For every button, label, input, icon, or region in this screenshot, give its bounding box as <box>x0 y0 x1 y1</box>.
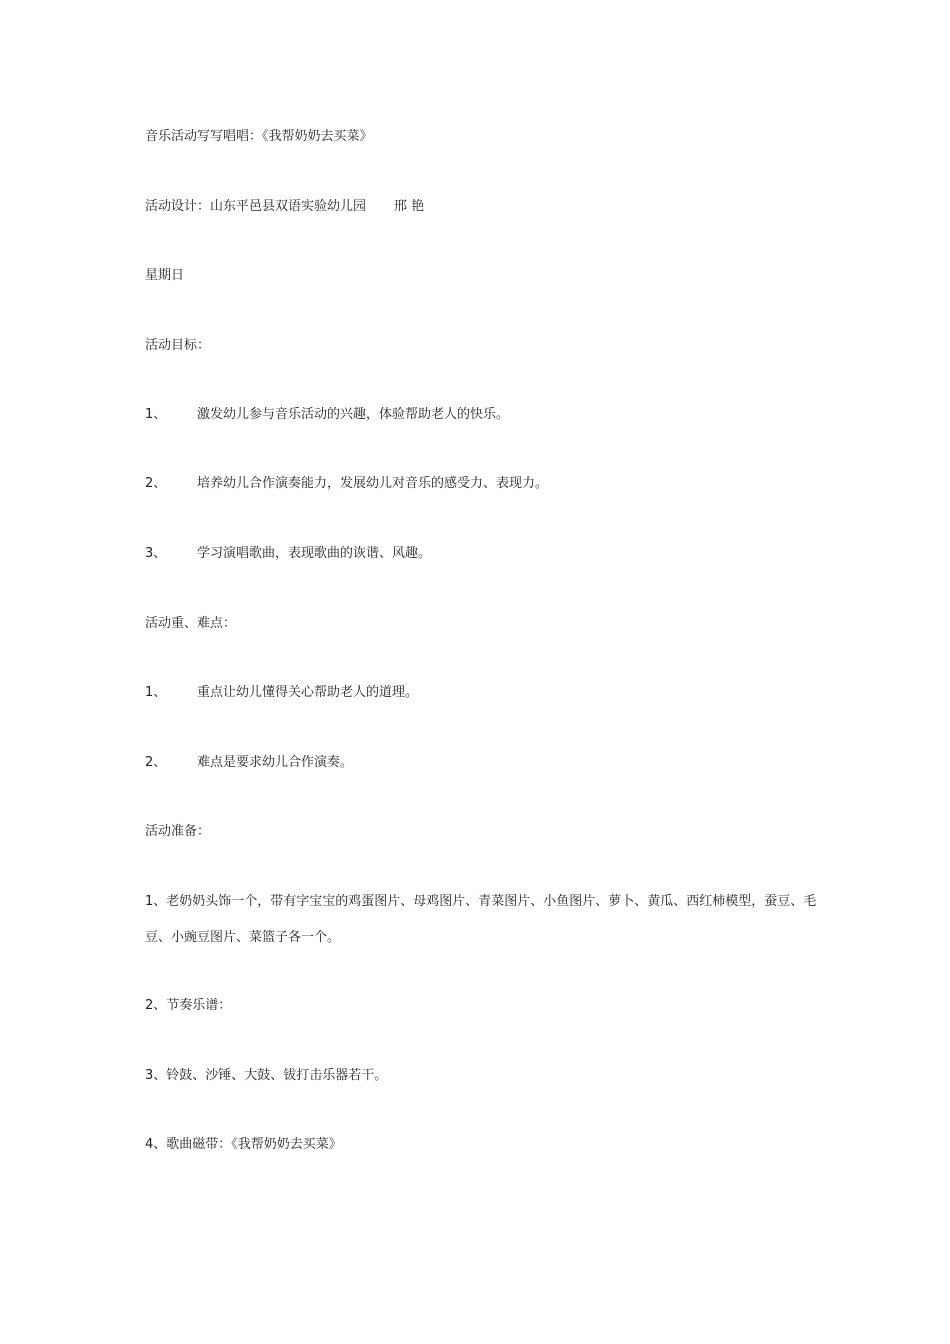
document-title: 音乐活动写写唱唱：《我帮奶奶去买菜》 <box>145 129 373 144</box>
key-point-item: 1、 重点让幼儿懂得关心帮助老人的道理。 <box>145 685 419 700</box>
designer-line <box>145 198 424 216</box>
day-label: 星期日 <box>145 268 185 283</box>
goal-item: 3、 学习演唱歌曲，表现歌曲的诙谐、风趣。 <box>145 546 432 561</box>
prep-item: 4、歌曲磁带：《我帮奶奶去买菜》 <box>145 1137 342 1152</box>
prep-item: 3、铃鼓、沙锤、大鼓、钹打击乐器若干。 <box>145 1068 388 1083</box>
goal-item: 2、 培养幼儿合作演奏能力，发展幼儿对音乐的感受力、表现力。 <box>145 476 549 491</box>
goal-item: 1、 激发幼儿参与音乐活动的兴趣，体验帮助老人的快乐。 <box>145 407 510 422</box>
prep-item: 1、老奶奶头饰一个，带有字宝宝的鸡蛋图片、母鸡图片、青菜图片、小鱼图片、萝卜、黄瓜、西红柿模型，蚕豆、毛豆、小豌豆图片、菜篮子各一个。 <box>145 894 817 945</box>
prep-item: 2、节奏乐谱： <box>145 998 232 1013</box>
prep-heading: 活动准备： <box>145 824 211 839</box>
goals-heading: 活动目标： <box>145 338 211 353</box>
key-points-heading: 活动重、难点： <box>145 616 237 631</box>
designer-name: 邢 艳 <box>394 199 425 214</box>
designer-label: 活动设计：山东平邑县双语实验幼儿园 <box>145 199 367 214</box>
key-point-item: 2、 难点是要求幼儿合作演奏。 <box>145 755 354 770</box>
